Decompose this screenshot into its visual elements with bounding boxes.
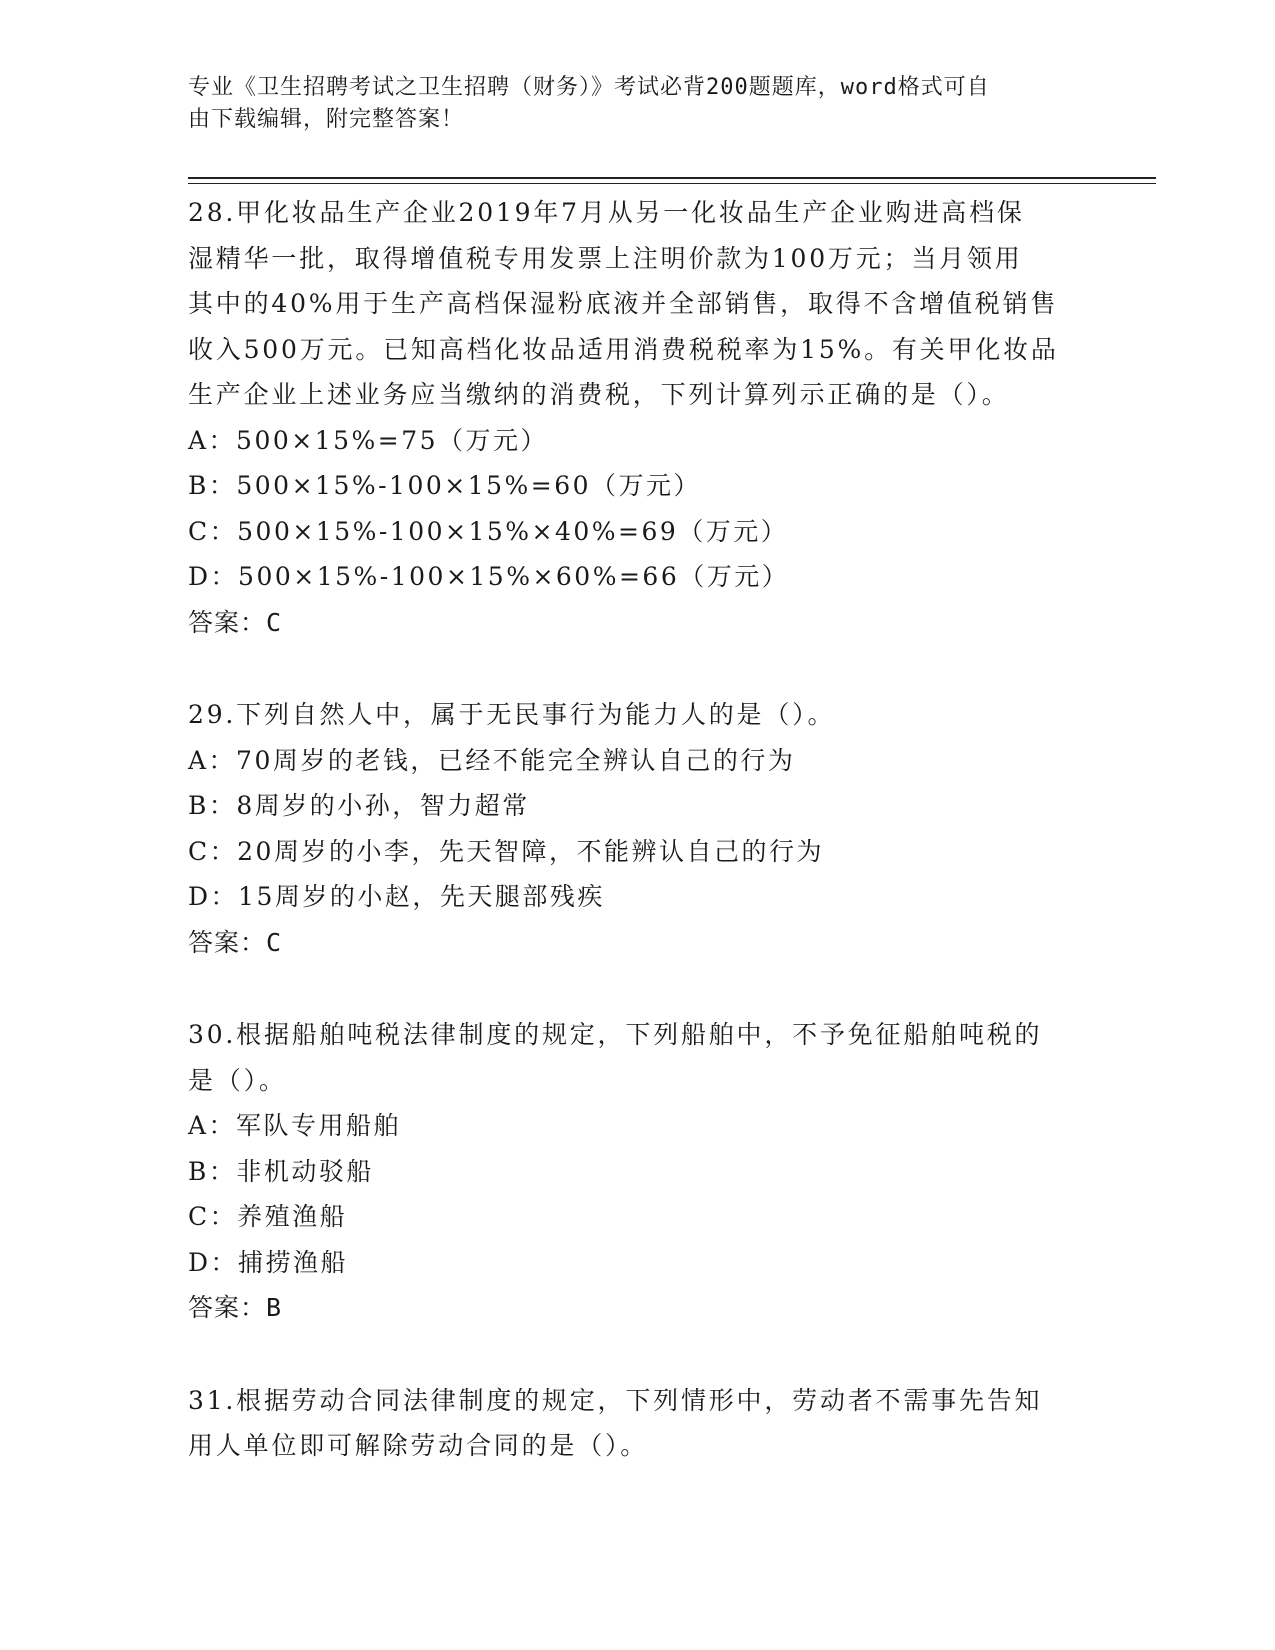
option-a: A：军队专用船舶 bbox=[188, 1111, 402, 1140]
question-stem bbox=[188, 1378, 1108, 1469]
option-a: A：70周岁的老钱，已经不能完全辨认自己的行为 bbox=[188, 745, 796, 775]
question-31 bbox=[188, 1378, 1108, 1469]
option-b: B：500×15%-100×15%=60（万元） bbox=[188, 471, 702, 500]
header-line-2: 由下载编辑，附完整答案！ bbox=[188, 107, 465, 132]
option-c: C：20周岁的小李，先天智障，不能辨认自己的行为 bbox=[188, 836, 824, 866]
stem-line: 收入500万元。已知高档化妆品适用消费税税率为15%。有关甲化妆品 bbox=[188, 334, 1059, 364]
question-28 bbox=[188, 190, 1108, 645]
option-b: B：非机动驳船 bbox=[188, 1156, 374, 1186]
stem-line: 29.下列自然人中，属于无民事行为能力人的是（）。 bbox=[188, 700, 836, 729]
option-c: C：500×15%-100×15%×40%=69（万元） bbox=[188, 516, 789, 546]
question-spacer bbox=[188, 645, 1108, 692]
header-line-1: 专业《卫生招聘考试之卫生招聘（财务）》考试必背200题题库，word格式可自 bbox=[188, 75, 990, 100]
question-stem bbox=[188, 190, 1108, 418]
question-list bbox=[188, 190, 1108, 1469]
stem-line: 湿精华一批，取得增值税专用发票上注明价款为100万元；当月领用 bbox=[188, 243, 1023, 273]
option-c: C：养殖渔船 bbox=[188, 1202, 348, 1231]
document-header bbox=[188, 72, 1078, 136]
answer-line: 答案：B bbox=[188, 1293, 283, 1322]
question-29 bbox=[188, 692, 1108, 965]
answer-line: 答案：C bbox=[188, 607, 283, 637]
option-a: A：500×15%=75（万元） bbox=[188, 425, 549, 455]
answer-line: 答案：C bbox=[188, 927, 283, 957]
header-divider-thick bbox=[188, 177, 1156, 179]
stem-line: 其中的40%用于生产高档保湿粉底液并全部销售，取得不含增值税销售 bbox=[188, 289, 1059, 318]
stem-line: 是（）。 bbox=[188, 1065, 287, 1095]
question-stem bbox=[188, 692, 1108, 738]
question-30 bbox=[188, 1012, 1108, 1331]
stem-line: 28.甲化妆品生产企业2019年7月从另一化妆品生产企业购进高档保 bbox=[188, 198, 1025, 227]
header-divider-thin bbox=[188, 183, 1156, 184]
option-d: D：捕捞渔船 bbox=[188, 1247, 349, 1277]
stem-line: 用人单位即可解除劳动合同的是（）。 bbox=[188, 1431, 649, 1460]
option-d: D：15周岁的小赵，先天腿部残疾 bbox=[188, 882, 605, 911]
question-spacer bbox=[188, 965, 1108, 1012]
option-b: B：8周岁的小孙，智力超常 bbox=[188, 791, 530, 820]
stem-line: 生产企业上述业务应当缴纳的消费税，下列计算列示正确的是（）。 bbox=[188, 380, 1010, 409]
stem-line: 30.根据船舶吨税法律制度的规定，下列船舶中，不予免征船舶吨税的 bbox=[188, 1020, 1043, 1049]
question-spacer bbox=[188, 1331, 1108, 1378]
stem-line: 31.根据劳动合同法律制度的规定，下列情形中，劳动者不需事先告知 bbox=[188, 1385, 1043, 1415]
option-d: D：500×15%-100×15%×60%=66（万元） bbox=[188, 562, 790, 591]
question-stem bbox=[188, 1012, 1108, 1103]
